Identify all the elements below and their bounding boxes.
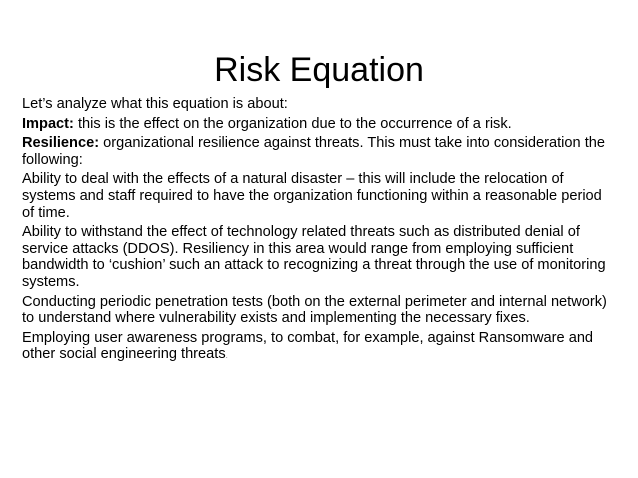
impact-text: this is the effect on the organization due to the occurrence of a risk. — [73, 115, 512, 132]
point-natural-disaster: Ability to deal with the effects of a natural disaster – this will include the relocation of systems and staff required to have the organization functioning within a reasonable period of time. — [22, 171, 602, 221]
intro-paragraph: Let’s analyze what this equation is about: — [22, 96, 288, 112]
impact-paragraph — [22, 116, 612, 133]
trailing-mark: . — [225, 351, 228, 361]
point-user-awareness — [22, 330, 612, 365]
slide-title: Risk Equation — [214, 51, 424, 89]
resilience-term: Resilience: — [22, 135, 100, 152]
resilience-paragraph — [22, 135, 612, 168]
point-technology-threats: Ability to withstand the effect of technology related threats such as distributed denial of service attacks (DDOS). Resiliency in this area would range from employing sufficient bandwidth to ‘cushion’ such an attack to recognizing a threat through the use of monitoring systems. — [22, 224, 606, 290]
impact-term: Impact: — [22, 115, 74, 132]
slide-body — [22, 96, 612, 368]
resilience-text: organizational resilience against threats. This must take into consideration the following: — [22, 135, 605, 168]
point-penetration-tests: Conducting periodic penetration tests (both on the external perimeter and internal network) to understand where vulnerability exists and implementing the necessary fixes. — [22, 293, 607, 327]
user-awareness-text: Employing user awareness programs, to combat, for example, against Ransomware and other social engineering threats — [22, 329, 594, 363]
